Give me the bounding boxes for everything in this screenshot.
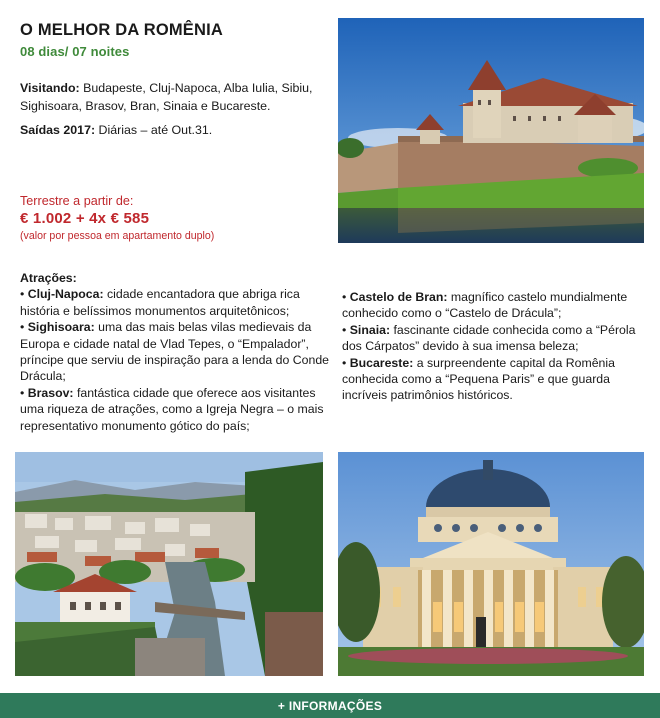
bullet: •: [20, 287, 28, 302]
page-title: O MELHOR DA ROMÊNIA: [20, 21, 224, 39]
attraction-item: [20, 286, 335, 319]
attraction-name: Bucareste:: [349, 355, 414, 370]
attraction-item: [342, 322, 652, 355]
attraction-text: fantástica cidade que oferece aos visitantes uma riqueza de atrações, como a Igreja Negra – o mais representativo monumento gótico do país;: [20, 385, 324, 433]
attraction-text: uma das mais belas vilas medievais da Europa e cidade natal de Vlad Tepes, o “Empalador”, príncipe que serviu de inspiração para a lenda do Conde Drácula;: [20, 320, 329, 384]
attraction-item: [342, 289, 652, 322]
price-label: Terrestre a partir de:: [20, 194, 134, 208]
departures-label: Saídas 2017:: [20, 123, 96, 137]
attraction-item: [342, 355, 652, 404]
fortress-photo: [338, 18, 644, 243]
trip-duration: 08 dias/ 07 noites: [20, 44, 130, 59]
attraction-text: cidade encantadora que abriga rica história e belíssimos monumentos arquitetônicos;: [20, 287, 300, 318]
attractions-left-column: [20, 270, 335, 434]
attraction-item: [20, 319, 335, 385]
departures-text: Diárias – até Out.31.: [95, 123, 213, 137]
bullet: •: [342, 290, 350, 304]
departures-info: [20, 121, 325, 139]
attractions-heading: Atrações:: [20, 271, 77, 285]
price-note: (valor por pessoa em apartamento duplo): [20, 230, 215, 242]
bullet: •: [342, 322, 350, 337]
town-river-photo: [15, 452, 323, 676]
bullet: •: [342, 355, 350, 370]
bullet: •: [20, 385, 28, 400]
attraction-item: [20, 385, 335, 434]
attraction-text: a surpreendente capital da Romênia conhecida como a “Pequena Paris” e que guarda incríveis patrimônios históricos.: [342, 355, 615, 403]
attraction-name: Brasov:: [27, 385, 74, 400]
visiting-text: Budapeste, Cluj-Napoca, Alba Iulia, Sibiu, Sighisoara, Brasov, Bran, Sinaia e Bucareste.: [20, 81, 313, 113]
attraction-name: Sinaia:: [349, 322, 391, 337]
attraction-name: Sighisoara:: [27, 320, 95, 335]
attraction-name: Castelo de Bran:: [349, 290, 448, 304]
visiting-info: [20, 79, 325, 115]
more-info-button[interactable]: [0, 693, 660, 718]
athenaeum-photo: [338, 452, 644, 676]
more-info-label: + INFORMAÇÕES: [277, 698, 383, 713]
price-value: € 1.002 + 4x € 585: [20, 210, 150, 227]
attraction-text: fascinante cidade conhecida como a “Pérola dos Cárpatos” devido à sua imensa beleza;: [342, 322, 636, 354]
bullet: •: [20, 320, 28, 335]
attractions-right-column: [342, 289, 652, 404]
attraction-text: magnífico castelo mundialmente conhecido como o “Castelo de Drácula”;: [342, 290, 628, 321]
attraction-name: Cluj-Napoca:: [27, 287, 104, 302]
visiting-label: Visitando:: [20, 81, 80, 95]
